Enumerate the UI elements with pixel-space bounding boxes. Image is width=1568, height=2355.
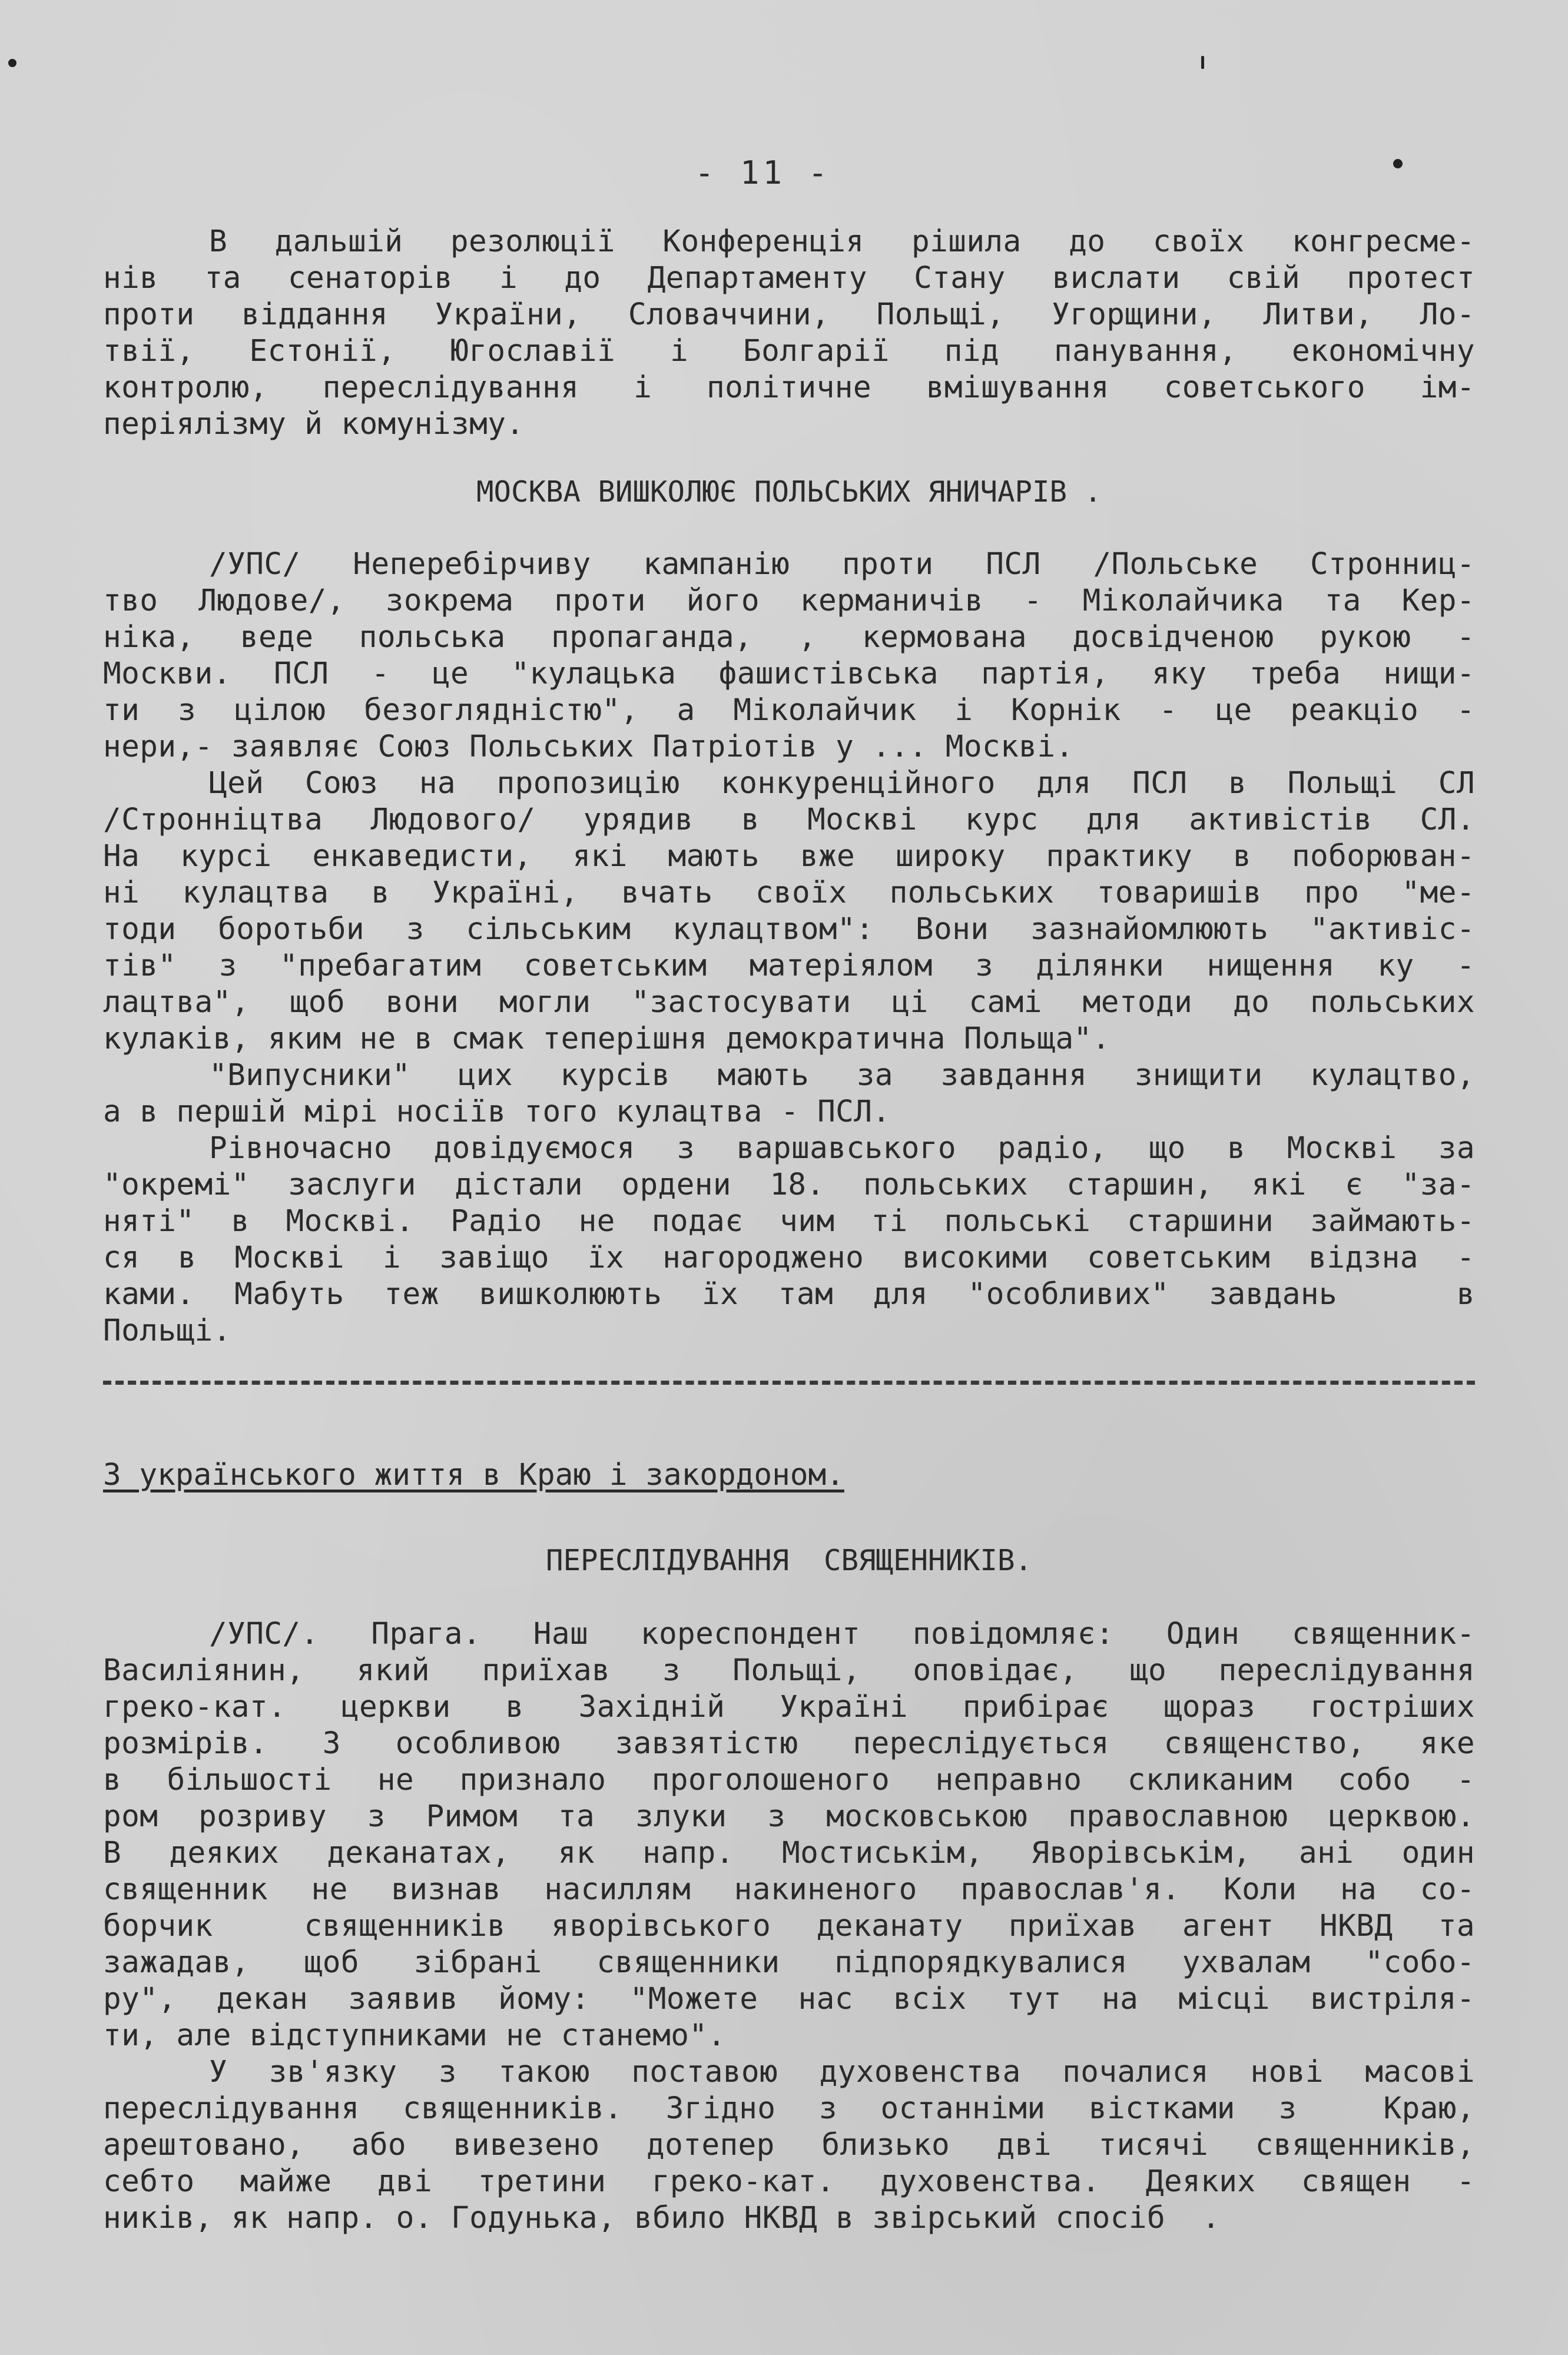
page-number: - 11 -: [695, 154, 831, 191]
text-line: тво Людове/, зокрема проти його керманичів - Міколайчика та Кер-: [103, 583, 1475, 618]
scan-speck: [1201, 56, 1204, 69]
text-line: лацтва", щоб вони могли "застосувати ці самі методи до польських: [103, 985, 1475, 1020]
text-line: ками. Мабуть теж вишколюють їх там для "особливих" завдань в: [103, 1277, 1475, 1312]
text-line: У зв'язку з такою поставою духовенства почалися нові масові: [209, 2055, 1475, 2089]
text-line: тоди боротьби з сільським кулацтвом": Вони зазнайомлюють "активіс-: [103, 912, 1475, 947]
text-line: арештовано, або вивезено дотепер близько дві тисячі священників,: [103, 2128, 1475, 2162]
text-line: /УПС/ Неперебірчиву кампанію проти ПСЛ /Польське Стронниц-: [209, 547, 1475, 582]
text-line: тів" з "пребагатим советським матеріялом з ділянки нищення ку -: [103, 948, 1475, 983]
text-line: кулаків, яким не в смак теперішня демократична Польща".: [103, 1021, 1110, 1056]
text-line: /УПС/. Прага. Наш кореспондент повідомляє: Один священник-: [209, 1617, 1475, 1651]
section-heading: ПЕРЕСЛІДУВАННЯ СВЯЩЕННИКІВ.: [545, 1544, 1032, 1577]
text-line: ників, як напр. о. Годунька, вбило НКВД в звірський спосіб .: [103, 2201, 1221, 2235]
text-line: проти віддання України, Словаччини, Польщі, Угорщини, Литви, Ло-: [103, 297, 1475, 332]
section-heading: МОСКВА ВИШКОЛЮЄ ПОЛЬСЬКИХ ЯНИЧАРІВ .: [476, 475, 1102, 509]
text-line: твії, Естонії, Югославії і Болгарії під панування, економічну: [103, 334, 1475, 369]
text-line: в більшості не признало проголошеного неправно скликаним собо -: [103, 1763, 1475, 1797]
text-line: зажадав, щоб зібрані священники підпорядкувалися ухвалам "собо-: [103, 1945, 1475, 1980]
text-line: нів та сенаторів і до Департаменту Стану вислати свій протест: [103, 261, 1475, 296]
text-line: Цей Союз на пропозицію конкуренційного для ПСЛ в Польщі СЛ: [209, 766, 1475, 801]
text-line: "Випусники" цих курсів мають за завдання знищити кулацтво,: [209, 1058, 1475, 1093]
text-line: греко-кат. церкви в Західній Україні прибірає щораз гостріших: [103, 1690, 1475, 1724]
text-line: В дальшій резолюції Конференція рішила до своїх конгресме-: [209, 224, 1475, 259]
text-line: ром розриву з Римом та злуки з московською православною церквою.: [103, 1799, 1475, 1834]
text-line: ру", декан заявив йому: "Можете нас всіх тут на місці вистріля-: [103, 1982, 1475, 2016]
text-line: /Стронніцтва Людового/ урядив в Москві курс для активістів СЛ.: [103, 802, 1475, 837]
text-line: священник не визнав насиллям накиненого православ'я. Коли на со-: [103, 1872, 1475, 1907]
text-line: періялізму й комунізму.: [103, 407, 525, 442]
text-line: ти, але відступниками не станемо".: [103, 2018, 726, 2053]
text-line: Польщі.: [103, 1314, 231, 1348]
text-line: ніка, веде польська пропаганда, , кермована досвідченою рукою -: [103, 620, 1475, 655]
text-line: В деяких деканатах, як напр. Мостиськім, Яворівськім, ані один: [103, 1836, 1475, 1870]
dashed-separator: [103, 1381, 1475, 1385]
scan-speck: [8, 59, 16, 67]
scan-speck: [1393, 159, 1403, 168]
text-line: себто майже дві третини греко-кат. духовенства. Деяких священ -: [103, 2164, 1475, 2199]
text-line: нери,- заявляє Союз Польських Патріотів у ... Москві.: [103, 729, 1074, 764]
text-line: ся в Москві і завіщо їх нагороджено високими советським відзна -: [103, 1240, 1475, 1275]
text-line: розмірів. З особливою завзятістю переслідується священство, яке: [103, 1726, 1475, 1761]
text-line: "окремі" заслуги дістали ордени 18. польських старшин, які є "за-: [103, 1167, 1475, 1202]
text-line: няті" в Москві. Радіо не подає чим ті польські старшини займають-: [103, 1204, 1475, 1239]
text-line: ти з цілою безоглядністю", а Міколайчик і Корнік - це реакціо -: [103, 693, 1475, 728]
text-line: а в першій мірі носіїв того кулацтва - ПСЛ.: [103, 1094, 891, 1129]
section-title: З українського життя в Краю і закордоном.: [103, 1458, 844, 1492]
text-line: Василіянин, який приїхав з Польщі, оповідає, що переслідування: [103, 1653, 1475, 1688]
text-line: ні кулацтва в Україні, вчать своїх польських товаришів про "ме-: [103, 875, 1475, 910]
text-line: контролю, переслідування і політичне вмішування советського ім-: [103, 370, 1475, 405]
text-line: Рівночасно довідуємося з варшавського радіо, що в Москві за: [209, 1131, 1475, 1166]
text-line: Москви. ПСЛ - це "кулацька фашистівська партія, яку треба нищи-: [103, 656, 1475, 691]
text-line: На курсі енкаведисти, які мають вже широку практику в поборюван-: [103, 839, 1475, 874]
text-line: борчик священників яворівського деканату приїхав агент НКВД та: [103, 1909, 1475, 1943]
text-line: переслідування священників. Згідно з останніми вістками з Краю,: [103, 2091, 1475, 2126]
